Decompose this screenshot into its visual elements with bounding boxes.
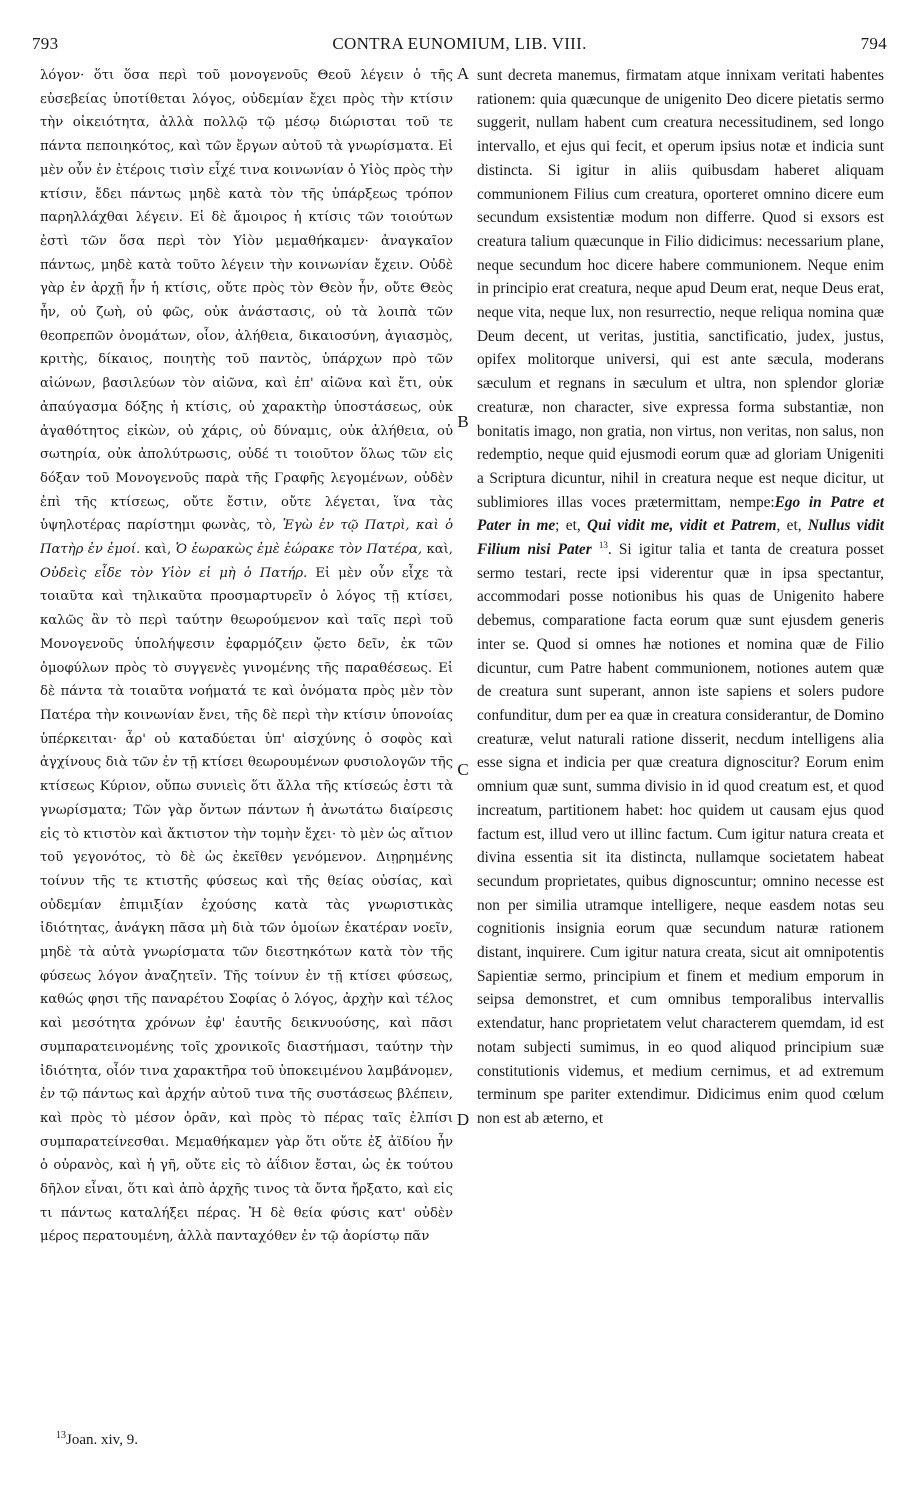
greek-paragraph [40,64,453,1249]
latin-quote-2: Qui vidit me, vidit et Patrem [587,517,777,535]
latin-joiner-2: , et, [776,517,808,535]
greek-quote-3: Οὐδεὶς εἶδε τὸν Υἱὸν εἰ μὴ ὁ Πατήρ. [40,565,308,581]
footnote-text: Joan. xiv, 9. [66,1432,138,1448]
margin-letter-c: C [457,760,469,779]
latin-text-end: . Si igitur talia et tanta de creatura posset sermo testari, recte ipsi viderentur quæ in ipsa spectantur, accommodari posse notionibus his quas de Unigenito habere debemus, comparatione facta eorum quæ sunt ejusdem generis inter se. Quod si omnes hæ notiones et nomina quæ de Filio dicuntur, cum Patre habent communionem, notiones autem quæ de creatura sunt superant, annon iste sapiens et solers pudore confunditur, dum per ea quæ in creatura considerantur, de Domino creaturæ, velut naturali ratione disserit, necdum intelligens alia esse signa et indicia per quæ creatura dignoscitur? Eorum enim omnium quæ sunt, summa divisio in id quod creatum est, et quod increatum, partitionem habet: hoc quidem ut causam ejus quod factum est, illud vero ut illinc factum. Cum igitur natura creata et divina essentia sit ita distincta, nullamque societatem habeat secundum proprietates, quibus dignoscuntur; omnino necesse est non per similia utramque intelligere, neque easdem notas seu cognitionis insignia eorum quæ secundum naturæ rationem distant, inquirere. Cum igitur natura creata, sicut ait omnipotentis Sapientiæ sermo, principium et finem et medium emporum in seipsa demonstret, et cum omnibus temporalibus intervallis extendatur, hanc proprietatem velut characterem quemdam, id est notam subjecti sumimus, in eo quod aliquod principium suæ constitutionis videmus, et medium cernimus, et ad extremum terminum spe pariter extendimur. Didicimus enim quod cœlum non est ab æterno, et [477,541,884,1127]
margin-letter-d: D [456,1110,470,1129]
footnote [56,1432,138,1449]
greek-text: λόγον· ὅτι ὅσα περὶ τοῦ μονογενοῦς Θεοῦ λέγειν ὁ τῆς εὐσεβείας ὑποτίθεται λόγος, οὐδεμίαν ἔχει πρὸς τὴν κτίσιν τὴν οἰκειότητα, ἀλλὰ πολλῷ τῷ μέσῳ διώρισται τοῦ τε πάντα πεποιηκότος, καὶ τῶν ἔργων αὐτοῦ τὰ γνωρίσματα. Εἰ μὲν οὖν ἐν ἑτέροις τισὶν εἶχέ τινα κοινωνίαν ὁ Υἱὸς πρὸς τὴν κτίσιν, ἔδει πάντως μηδὲ κατὰ τὸν τῆς ὑπάρξεως τρόπον παρηλλάχθαι λέγειν. Εἰ δὲ ἄμοιρος ἡ κτίσις τῶν τοιούτων ἐστὶ τῶν ὅσα περὶ τὸν Υἱὸν μεμαθήκαμεν· ἀναγκαῖον πάντως, μηδὲ κατὰ τοῦτο λέγειν τὴν κοινωνίαν ἔχειν. Οὐδὲ γὰρ ἐν ἀρχῇ ἦν ἡ κτίσις, οὔτε πρὸς τὸν Θεὸν ἦν, οὔτε Θεὸς ἦν, οὐ ζωὴ, οὐ φῶς, οὐκ ἀνάστασις, οὐ τὰ λοιπὰ τῶν θεοπρεπῶν ὀνομάτων, οἷον, ἀλήθεια, δικαιοσύνη, ἁγιασμὸς, κριτὴς, δίκαιος, ποιητὴς τοῦ παντὸς, ὑπάρχων πρὸ τῶν αἰώνων, βασιλεύων τὸν αἰῶνα, καὶ ἐπ' αἰῶνα καὶ ἔτι, οὐκ ἀπαύγασμα δόξης ἡ κτίσις, οὐ χαρακτὴρ ὑποστάσεως, οὐκ ἀγαθότητος εἰκὼν, οὐ χάρις, οὐ δύναμις, οὐκ ἀλήθεια, οὐ σωτηρία, οὐκ ἀπολύτρωσις, οὐδέ τι τοιοῦτον ὅλως τῶν εἰς δόξαν τοῦ Μονογενοῦς παρὰ τῆς Γραφῆς λεγομένων, οὐδὲν ἐπὶ τῆς κτίσεως, οὔτε ἔστιν, οὔτε λέγεται, ἵνα τὰς ὑψηλοτέρας παρίστημι φωνὰς, τὸ, [40,68,453,534]
greek-joiner-1: καὶ, [140,542,176,558]
greek-text-end: Εἰ μὲν οὖν εἶχε τὰ τοιαῦτα καὶ τηλικαῦτα προσμαρτυρεῖν ὁ λόγος τῇ κτίσει, καλῶς ἂν τὸ περὶ ταύτην θεωρούμενον καὶ ταῖς περὶ τοῦ Μονογενοῦς ὑπολήψεσιν ἐφαρμόζειν ᾤετο δεῖν, ἐκ τῶν ὁμοφύλων πρὸς τὸ συγγενὲς γινομένης τῆς παραθέσεως. Εἰ δὲ πάντα τὰ τοιαῦτα νοήματά τε καὶ ὀνόματα πρὸς μὲν τὸν Πατέρα τὴν κοινωνίαν ἔνει, τῆς δὲ περὶ τὴν κτίσιν ὑπονοίας ὑπέρκειται· ἆρ' οὐ καταδύεται ὑπ' αἰσχύνης ὁ σοφὸς καὶ ἀγχίνους διὰ τῶν ἐν τῇ κτίσει θεωρουμένων φυσιολογῶν τῆς κτίσεως Κύριον, οὔπω συνιεὶς ὅτι ἄλλα τῆς κτίσεώς ἐστι τὰ γνωρίσματα; Τῶν γὰρ ὄντων πάντων ἡ ἀνωτάτω διαίρεσις εἰς τὸ κτιστὸν καὶ ἄκτιστον τὴν τομὴν ἔχει· τὸ μὲν ὡς αἴτιον τοῦ γεγονότος, τὸ δὲ ὡς ἐκεῖθεν γενόμενον. Διῃρημένης τοίνυν τῆς τε κτιστῆς φύσεως καὶ τῆς θείας οὐσίας, καὶ οὐδεμίαν ἐπιμιξίαν ἐχούσης κατὰ τὰς γνωριστικὰς ἰδιότητας, ἀνάγκη πᾶσα μὴ διὰ τῶν ὁμοίων ἑκατέραν νοεῖν, μηδὲ τὰ αὐτὰ γνωρίσματα τῶν διεστηκότων κατὰ τὸν τῆς φύσεως λόγον ἀναζητεῖν. Τῆς τοίνυν ἐν τῇ κτίσει φύσεως, καθώς φησι τῆς παναρέτου Σοφίας ὁ λόγος, ἀρχὴν καὶ τέλος καὶ μεσότητα χρόνων ἐφ' ἑαυτῆς δεικνυούσης, καὶ πᾶσι συμπαρατεινομένης τοῖς χρονικοῖς διαστήμασι, ταύτην τὴν ἰδιότητα, οἷόν τινα χαρακτῆρα τοῦ ὑποκειμένου λαμβάνομεν, ἐν τῷ πάντως καὶ ἀρχήν αὐτοῦ τινα τῆς συστάσεως βλέπειν, καὶ πρὸς τὸ μέσον ὁρᾶν, καὶ πρὸς τὸ πέρας ταῖς ἐλπίσι συμπαρατείνεσθαι. Μεμαθήκαμεν γὰρ ὅτι οὔτε ἐξ ἀϊδίου ἦν ὁ οὐρανὸς, καὶ ἡ γῆ, οὔτε εἰς τὸ ἀΐδιον ἔσται, ὡς ἐκ τούτου δῆλον εἶναι, ὅτι καὶ ἀπὸ ἀρχῆς τινος τὰ ὄντα ἤρξατο, καὶ εἰς τι πάντως καταλήξει πέρας. Ἡ δὲ θεία φύσις κατ' οὐδὲν μέρος περατουμένη, ἀλλὰ πανταχόθεν ἐν τῷ ἀορίστῳ πᾶν [40,565,453,1245]
footnote-number: 13 [56,1430,66,1441]
latin-quote-1: Ego in Patre et Pater in me [477,493,884,535]
latin-joiner-1: ; et, [555,517,588,535]
latin-quote-3: Nullus vidit Filium nisi Pater [477,517,884,559]
margin-letter-a: A [456,64,470,83]
running-header [0,34,919,56]
greek-quote-2: Ὁ ἑωρακὼς ἐμὲ ἑώρακε τὸν Πατέρα, [175,542,423,558]
latin-text: sunt decreta manemus, firmatam atque innixam veritati habentes rationem: quia quæcunque de unigenito Deo dicere pietatis sermo suggerit, nullam habent cum creatura necessitudinem, sed longo intervallo, et ejus qui fecit, et operum ipsius notæ et indicia sunt distincta. Si igitur in aliis quibusdam haberet aliquam communionem Filius cum creatura, oporteret omnino dicere eum secundum exsistentiæ modum non differre. Quod si exsors est creatura talium quæcunque in Filio didicimus: necessarium plane, neque secundum hoc dicere habere communionem. Neque enim in principio erat creatura, neque apud Deum erat, neque Deus erat, neque vita, neque lux, non resurrectio, neque reliqua nomina quæ Deum decent, ut veritas, justitia, sanctificatio, judex, justus, opifex molitorque universi, qui est ante sæcula, moderans sæculum et regnans in sæculum et ultra, non splendor gloriæ creaturæ, non character, sive expressa forma substantiæ, non bonitatis imago, non gratia, non virtus, non veritas, non salus, non redemptio, neque quid ejusmodi eorum quæ ad gloriam Unigeniti a Scriptura dicuntur, nihil in creatura neque est neque dicitur, ut sublimiores illas voces prætermittam, nempe: [477,67,884,511]
latin-column [477,64,884,1429]
greek-quote-1: Ἐγὼ ἐν τῷ Πατρὶ, καὶ ὁ Πατὴρ ἐν ἐμοί. [40,518,453,558]
margin-letter-b: B [457,412,469,431]
latin-paragraph [477,64,884,1131]
footnote-ref: 13 [598,539,608,550]
greek-joiner-2: καὶ, [422,542,453,558]
running-title: CONTRA EUNOMIUM, LIB. VIII. [332,34,587,53]
greek-column [40,64,453,1429]
page-number-right: 794 [860,34,887,53]
page-number-left: 793 [32,34,59,53]
